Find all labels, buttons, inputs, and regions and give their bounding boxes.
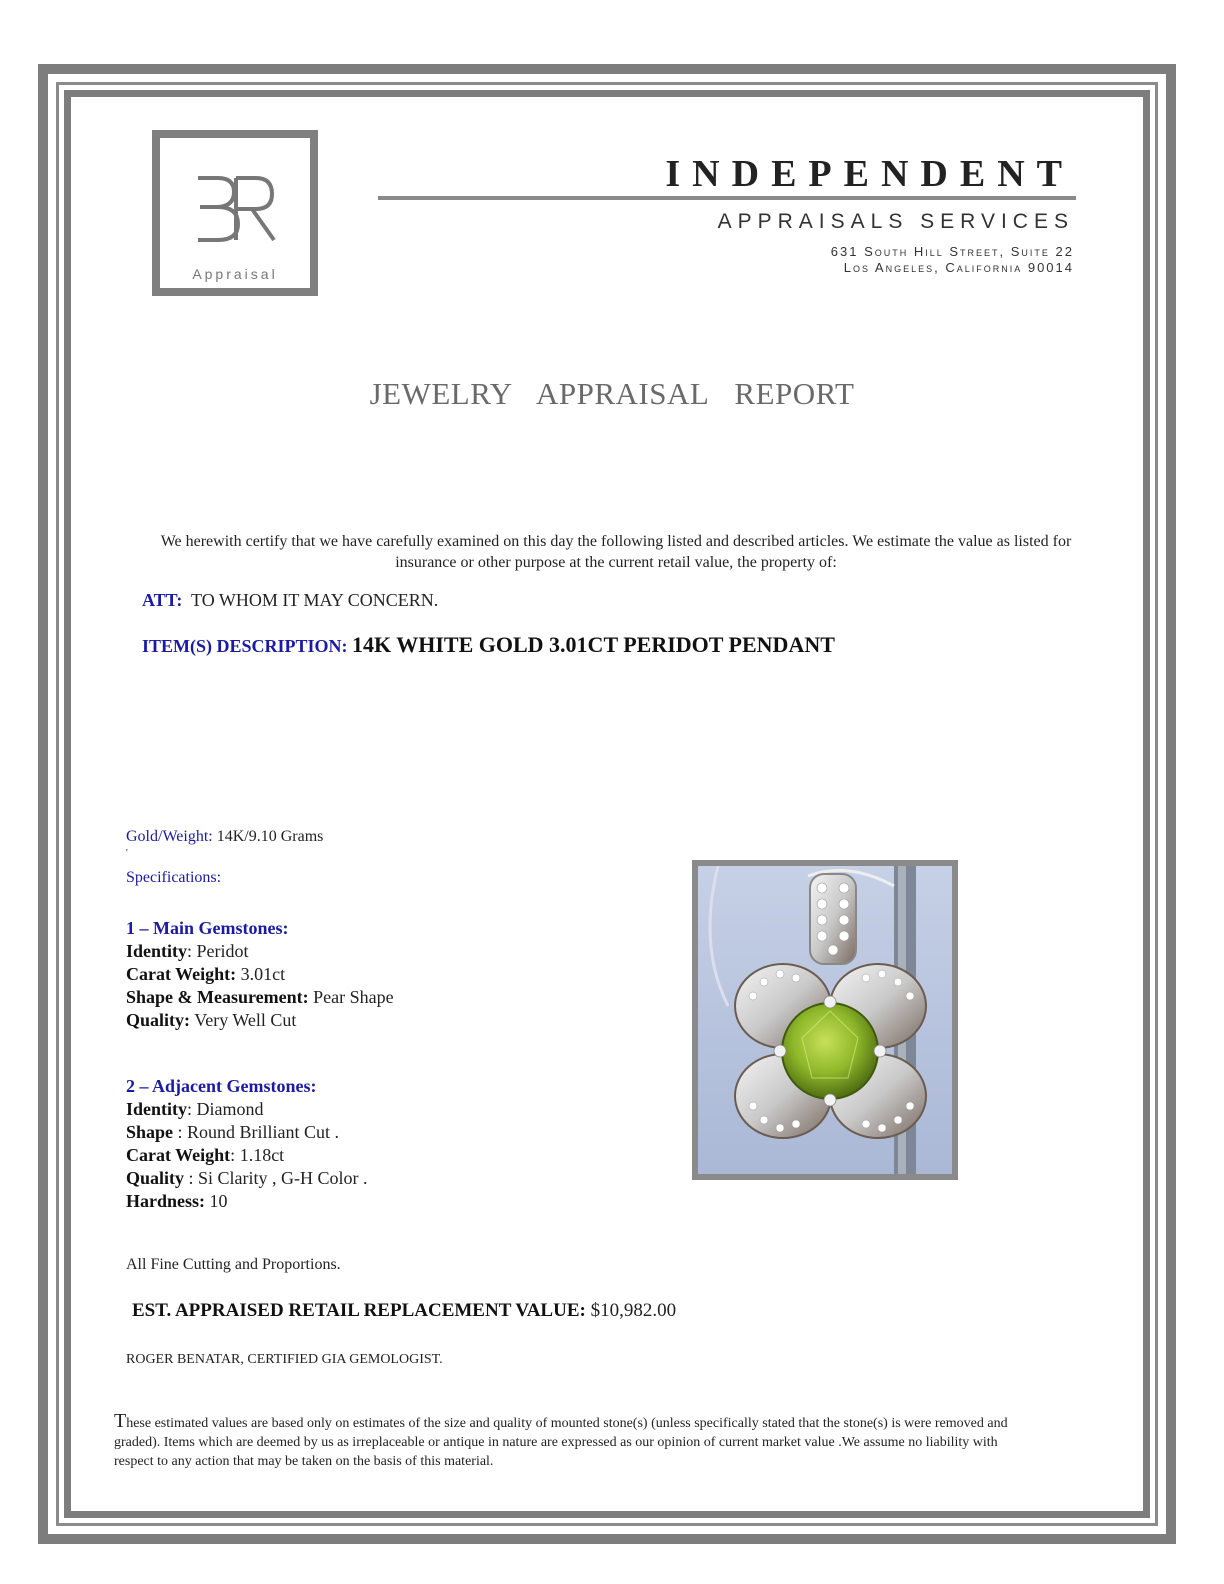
- adjacent-gemstones-section: [126, 1075, 368, 1213]
- spec-row: Hardness: 10: [126, 1191, 228, 1211]
- address-line-1: 631 South Hill Street, Suite 22: [830, 244, 1074, 259]
- gold-weight-line: [126, 828, 323, 846]
- disclaimer-initial: T: [114, 1410, 127, 1432]
- main-gemstones-section: [126, 917, 394, 1032]
- report-title: JEWELRY APPRAISAL REPORT: [369, 376, 855, 411]
- estimated-value-line: [132, 1300, 676, 1322]
- certification-statement: We herewith certify that we have carefully examined on this day the following listed and described articles. We estimate the value as listed for insurance or other purpose at the current retail value, the property of:: [160, 533, 1072, 571]
- pendant-photo: [692, 860, 958, 1180]
- spec-row: Quality : Si Clarity , G-H Color .: [126, 1168, 368, 1188]
- estimated-value-amount: $10,982.00: [590, 1300, 677, 1321]
- spec-row: Quality: Very Well Cut: [126, 1010, 297, 1030]
- spec-row: Shape & Measurement: Pear Shape: [126, 987, 394, 1007]
- spec-row: Carat Weight: 1.18ct: [126, 1145, 285, 1165]
- header-rule: [378, 196, 1076, 200]
- att-value: TO WHOM IT MAY CONCERN.: [191, 590, 439, 610]
- adjacent-gemstones-heading: 2 – Adjacent Gemstones:: [126, 1076, 317, 1096]
- disclaimer-text: hese estimated values are based only on estimates of the size and quality of mounted stone(s) (unless specifically stated that the stone(s) is were removed and graded). Items which are deemed by us as irreplaceable or antique in nature are expressed as our opinion of current market value .We assume no liability with respect to any action that may be taken on the basis of this material.: [114, 1416, 1008, 1469]
- item-description-value: 14K WHITE GOLD 3.01CT PERIDOT PENDANT: [352, 632, 835, 657]
- fine-cutting-note: All Fine Cutting and Proportions.: [126, 1256, 341, 1273]
- logo-caption: Appraisal: [192, 266, 278, 282]
- gold-weight-label: Gold/Weight:: [126, 828, 213, 845]
- gold-weight-value: 14K/9.10 Grams: [216, 828, 324, 845]
- company-subtitle: APPRAISALS SERVICES: [717, 210, 1074, 233]
- item-description-label: ITEM(S) DESCRIPTION:: [142, 636, 348, 656]
- spec-row: Identity: Diamond: [126, 1099, 264, 1119]
- gemologist-signature-line: ROGER BENATAR, CERTIFIED GIA GEMOLOGIST.: [126, 1352, 443, 1367]
- spec-row: Identity: Peridot: [126, 941, 249, 961]
- address-line-2: Los Angeles, California 90014: [843, 260, 1074, 275]
- stray-mark: ': [126, 848, 128, 859]
- att-label: ATT:: [142, 590, 183, 610]
- spec-row: Shape : Round Brilliant Cut .: [126, 1122, 340, 1142]
- att-line: [142, 590, 438, 611]
- main-gemstones-heading: 1 – Main Gemstones:: [126, 918, 289, 938]
- disclaimer: [114, 1412, 1034, 1471]
- appraisal-logo: [152, 130, 318, 296]
- specifications-label: Specifications:: [126, 869, 222, 886]
- spec-row: Carat Weight: 3.01ct: [126, 964, 286, 984]
- company-name: INDEPENDENT: [665, 153, 1074, 195]
- estimated-value-label: EST. APPRAISED RETAIL REPLACEMENT VALUE:: [132, 1300, 586, 1321]
- item-description-line: [142, 632, 835, 658]
